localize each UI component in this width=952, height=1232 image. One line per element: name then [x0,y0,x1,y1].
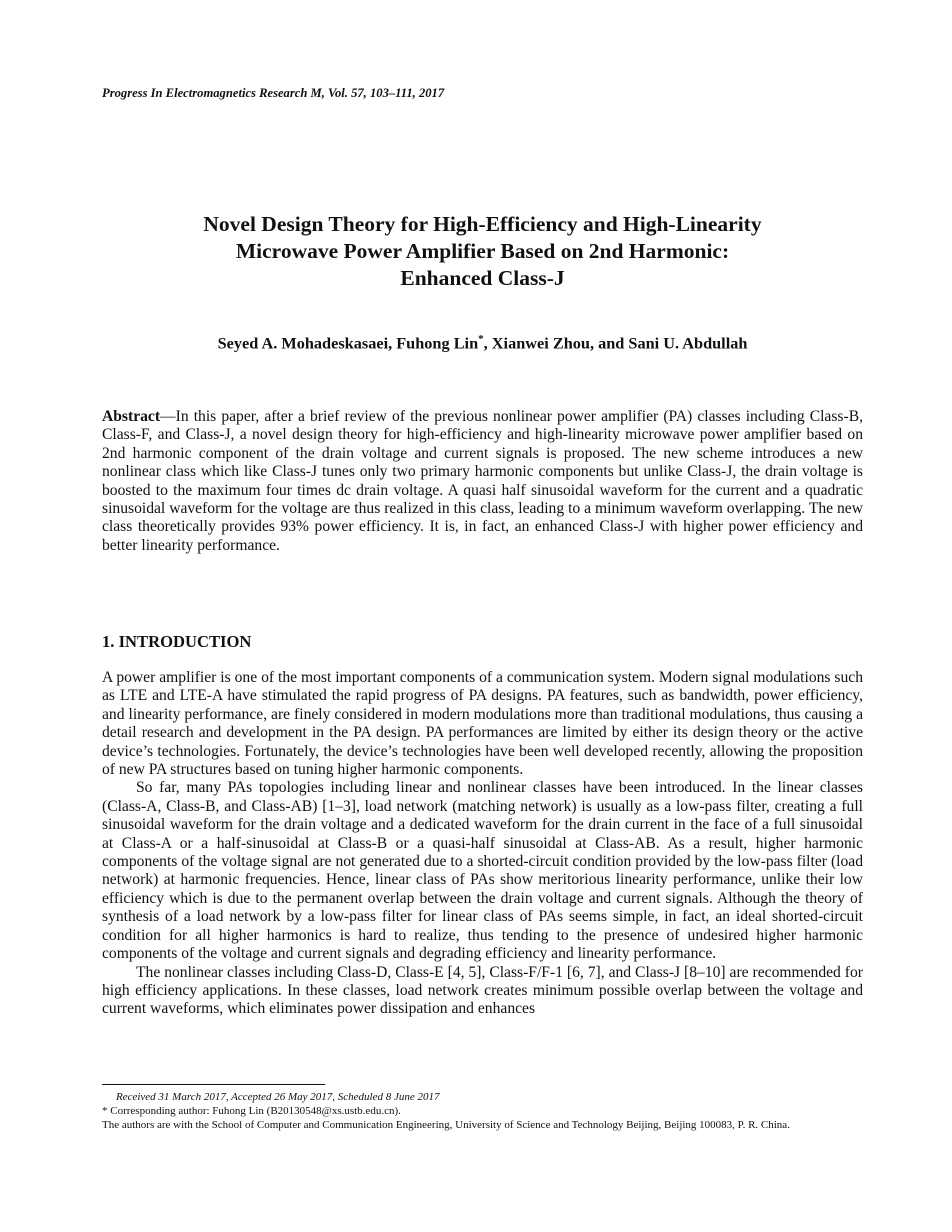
authors-part-1: Seyed A. Mohadeskasaei, Fuhong Lin [217,333,479,353]
footnote-received: Received 31 March 2017, Accepted 26 May 2017, Scheduled 8 June 2017 [116,1091,440,1103]
title-line-3: Enhanced Class-J [400,266,565,290]
corresponding-mark: * [478,333,484,345]
paragraph-1: A power amplifier is one of the most important components of a communication system. Modern signal modulations such as LTE and LTE-A have stimulated the rapid progress of PA designs. PA features, such as bandwidth, power efficiency, and linearity performance, are finely considered in modern modulations more than traditional modulations, thus causing a detail research and development in the PA design. PA performances are limited by either its design theory or the active device’s technologies. Fortunately, the device’s technologies have been well developed recently, allowing the proposition of new PA structures based on tuning higher harmonic components. [102,669,863,779]
footnote-affiliation: The authors are with the School of Computer and Communication Engineering, University of Science and Technology Beijing, Beijing 100083, P. R. China. [102,1119,790,1131]
paragraph-3: The nonlinear classes including Class-D, Class-E [4, 5], Class-F/F-1 [6, 7], and Class-J [8–10] are recommended for high efficiency applications. In these classes, load network creates minimum possible overlap between the voltage and current waveforms, which eliminates power dissipation and enhances [102,963,863,1018]
abstract-label: Abstract [102,408,161,425]
abstract [102,408,863,555]
paragraph-2: So far, many PAs topologies including linear and nonlinear classes have been introduced. In the linear classes (Class-A, Class-B, and Class-AB) [1–3], load network (matching network) is usually as a low-pass filter, creating a full sinusoidal waveform for the drain voltage and a dedicated waveform for the drain current in the face of a full sinusoidal at Class-A or a half-sinusoidal at Class-B or a quasi-half sinusoidal at Class-AB. As a result, higher harmonic components of the voltage signal are not generated due to a shorted-circuit condition provided by the low-pass filter (load network) at harmonic frequencies. Hence, linear class of PAs show meritorious linearity performance, unlike their low efficiency which is due to the permanent overlap between the drain voltage and current signals. Although the theory of synthesis of a load network by a low-pass filter for linear class of PAs seems simple, in fact, an ideal shorted-circuit condition for all higher harmonics is hard to realize, thus tending to the presence of undesired higher harmonic components of the voltage and current signals and degrading efficiency and linearity performance. [102,779,863,963]
footnote-corresponding: * Corresponding author: Fuhong Lin (B20130548@xs.ustb.edu.cn). [102,1105,401,1117]
paper-title [102,211,863,292]
title-line-1: Novel Design Theory for High-Efficiency and High-Linearity [203,212,762,236]
title-line-2: Microwave Power Amplifier Based on 2nd Harmonic: [235,239,730,263]
body-text [102,669,863,1019]
journal-header: Progress In Electromagnetics Research M, Vol. 57, 103–111, 2017 [102,86,445,100]
footnote-rule [102,1084,325,1085]
abstract-text: —In this paper, after a brief review of the previous nonlinear power amplifier (PA) classes including Class-B, Class-F, and Class-J, a novel design theory for high-efficiency and high-linearity microwave power amplifier based on 2nd harmonic component of the drain voltage and current signals is proposed. The new scheme introduces a new nonlinear class which like Class-J tunes only two primary harmonic components but unlike Class-J, the drain voltage is boosted to the maximum four times dc drain voltage. A quasi half sinusoidal waveform for the current and a quadratic sinusoidal waveform for the voltage are thus realized in this class, leading to a minimum waveform overlapping. The new class theoretically provides 93% power efficiency. It is, in fact, an enhanced Class-J with higher power efficiency and better linearity performance. [102,408,863,554]
author-list [102,333,863,353]
section-heading: 1. INTRODUCTION [102,632,252,651]
authors-part-2: , Xianwei Zhou, and Sani U. Abdullah [483,333,748,353]
